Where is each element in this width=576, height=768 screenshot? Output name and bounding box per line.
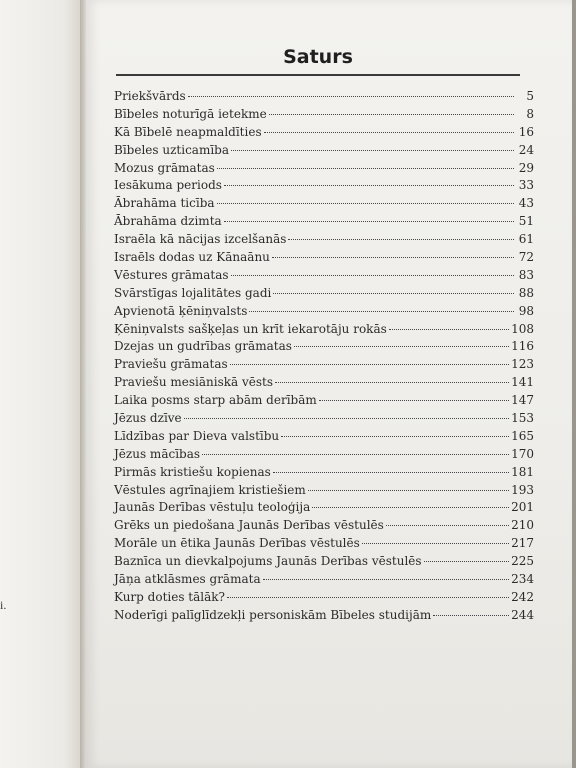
toc-entry (114, 321, 534, 339)
dot-leader (184, 418, 509, 419)
toc-entry (114, 571, 534, 589)
toc-entry-page-number: 181 (511, 464, 534, 479)
toc-entry (114, 160, 534, 178)
toc-entry-page-number: 61 (518, 232, 534, 247)
toc-entry-label: Jaunās Derības vēstuļu teoloģija (114, 500, 311, 515)
toc-entry-label: Noderīgi palīglīdzekļi personiskām Bībeles studijām (114, 607, 432, 622)
toc-entry-label: Ābrahāma ticība (114, 196, 215, 211)
toc-entry (114, 464, 534, 482)
toc-entry (114, 249, 534, 267)
toc-entry-page-number: 83 (518, 267, 534, 282)
dot-leader (272, 257, 514, 258)
toc-entry-label: Pirmās kristiešu kopienas (114, 464, 271, 479)
toc-entry-label: Israēla kā nācijas izcelšanās (114, 232, 287, 247)
toc-entry (114, 535, 534, 553)
dot-leader (230, 364, 509, 365)
toc-entry-page-number: 24 (518, 142, 534, 157)
toc-entry-page-number: 29 (518, 160, 534, 175)
toc-entry-label: Grēks un piedošana Jaunās Derības vēstulēs (114, 518, 384, 533)
dot-leader (308, 490, 509, 491)
toc-entry (114, 392, 534, 410)
toc-entry-label: Ābrahāma dzimta (114, 214, 222, 229)
toc-entry (114, 410, 534, 428)
dot-leader (231, 150, 514, 151)
toc-entry-label: Kurp doties tālāk? (114, 589, 225, 604)
dot-leader (281, 436, 509, 437)
toc-entry-label: Dzejas un gudrības grāmatas (114, 339, 292, 354)
toc-entry-label: Baznīca un dievkalpojums Jaunās Derības vēstulēs (114, 554, 422, 569)
toc-entry-label: Morāle un ētika Jaunās Derības vēstulēs (114, 536, 360, 551)
toc-entry-page-number: 225 (511, 554, 534, 569)
toc-entry (114, 356, 534, 374)
dot-leader (269, 114, 514, 115)
toc-entry (114, 499, 534, 517)
dot-leader (249, 311, 514, 312)
page-title: Saturs (283, 46, 353, 68)
toc-entry-label: Praviešu mesiāniskā vēsts (114, 375, 273, 390)
toc-entry-label: Bībeles uzticamība (114, 142, 229, 157)
toc-entry-page-number: 8 (526, 106, 534, 121)
toc-entry (114, 338, 534, 356)
dot-leader (312, 507, 509, 508)
toc-entry-label: Vēstures grāmatas (114, 267, 229, 282)
toc-entry-label: Jēzus mācības (114, 446, 201, 461)
toc-entry-label: Vēstules agrīnajiem kristiešiem (114, 482, 306, 497)
title-rule (116, 74, 520, 76)
toc-entry-label: Jāņa atklāsmes grāmata (114, 572, 261, 587)
dot-leader (288, 239, 514, 240)
toc-entry (114, 124, 534, 142)
toc-entry (114, 446, 534, 464)
dot-leader (227, 597, 509, 598)
toc-entry-page-number: 217 (511, 536, 534, 551)
toc-entry-label: Iesākuma periods (114, 178, 222, 193)
toc-entry-label: Līdzības par Dieva valstību (114, 428, 280, 443)
toc-entry-page-number: 88 (518, 285, 534, 300)
dot-leader (217, 203, 514, 204)
toc-entry-page-number: 72 (518, 250, 534, 265)
toc-entry-page-number: 193 (511, 482, 534, 497)
toc-entry-page-number: 170 (511, 446, 534, 461)
dot-leader (224, 185, 514, 186)
toc-entry-page-number: 165 (511, 428, 534, 443)
toc-entry (114, 482, 534, 500)
left-page (0, 0, 80, 768)
toc-entry-page-number: 147 (511, 393, 534, 408)
dot-leader (231, 275, 514, 276)
toc-entry-page-number: 98 (518, 303, 534, 318)
toc-entry-label: Bībeles noturīgā ietekme (114, 106, 267, 121)
dot-leader (264, 132, 514, 133)
toc-entry-label: Jēzus dzīve (114, 411, 182, 426)
toc-entry (114, 589, 534, 607)
toc-entry (114, 553, 534, 571)
toc-entry-page-number: 116 (511, 339, 534, 354)
toc-entry (114, 213, 534, 231)
toc-entry (114, 517, 534, 535)
toc-entry-label: Svārstīgas lojalitātes gadi (114, 285, 272, 300)
toc-entry-label: Mozus grāmatas (114, 160, 215, 175)
page-edge (572, 0, 576, 768)
toc-entry-label: Praviešu grāmatas (114, 357, 228, 372)
dot-leader (433, 615, 509, 616)
toc-entry-label: Apvienotā ķēniņvalsts (114, 303, 248, 318)
toc-entry-page-number: 16 (518, 124, 534, 139)
toc-entry-page-number: 123 (511, 357, 534, 372)
toc-entry-label: Kā Bībelē neapmaldīties (114, 124, 262, 139)
toc-entry-page-number: 108 (511, 321, 534, 336)
dot-leader (362, 543, 509, 544)
toc-entry (114, 303, 534, 321)
toc-entry (114, 374, 534, 392)
toc-entry (114, 106, 534, 124)
dot-leader (319, 400, 509, 401)
toc-entry-page-number: 201 (511, 500, 534, 515)
toc-entry-label: Priekšvārds (114, 89, 186, 103)
toc-entry (114, 195, 534, 213)
toc-entry-page-number: 244 (511, 607, 534, 622)
toc-entry (114, 231, 534, 249)
toc-entry-label: Ķēniņvalsts sašķeļas un krīt iekarotāju rokās (114, 321, 387, 336)
dot-leader (202, 454, 509, 455)
dot-leader (224, 221, 514, 222)
dot-leader (294, 346, 509, 347)
dot-leader (217, 168, 514, 169)
toc-entry (114, 267, 534, 285)
dot-leader (263, 579, 509, 580)
toc-entry (114, 285, 534, 303)
toc-entry-label: Laika posms starp abām derībām (114, 393, 317, 408)
toc-entry (114, 607, 534, 625)
dot-leader (275, 382, 509, 383)
left-page-text-fragment: i. (0, 598, 7, 612)
toc-entry-page-number: 242 (511, 589, 534, 604)
toc-entry-page-number: 43 (518, 196, 534, 211)
table-of-contents (114, 88, 534, 625)
dot-leader (389, 329, 509, 330)
toc-entry (114, 88, 534, 106)
toc-entry-page-number: 210 (511, 518, 534, 533)
dot-leader (188, 96, 514, 97)
toc-entry-page-number: 234 (511, 572, 534, 587)
toc-entry-page-number: 141 (511, 375, 534, 390)
toc-entry (114, 177, 534, 195)
toc-entry (114, 428, 534, 446)
dot-leader (273, 472, 509, 473)
dot-leader (273, 293, 514, 294)
toc-entry-page-number: 33 (518, 178, 534, 193)
dot-leader (424, 561, 510, 562)
right-page (86, 0, 572, 768)
dot-leader (386, 525, 509, 526)
toc-entry-page-number: 51 (518, 214, 534, 229)
toc-entry-label: Israēls dodas uz Kānaānu (114, 250, 270, 265)
toc-entry-page-number: 153 (511, 411, 534, 426)
toc-entry (114, 142, 534, 160)
toc-entry-page-number: 5 (526, 89, 534, 103)
